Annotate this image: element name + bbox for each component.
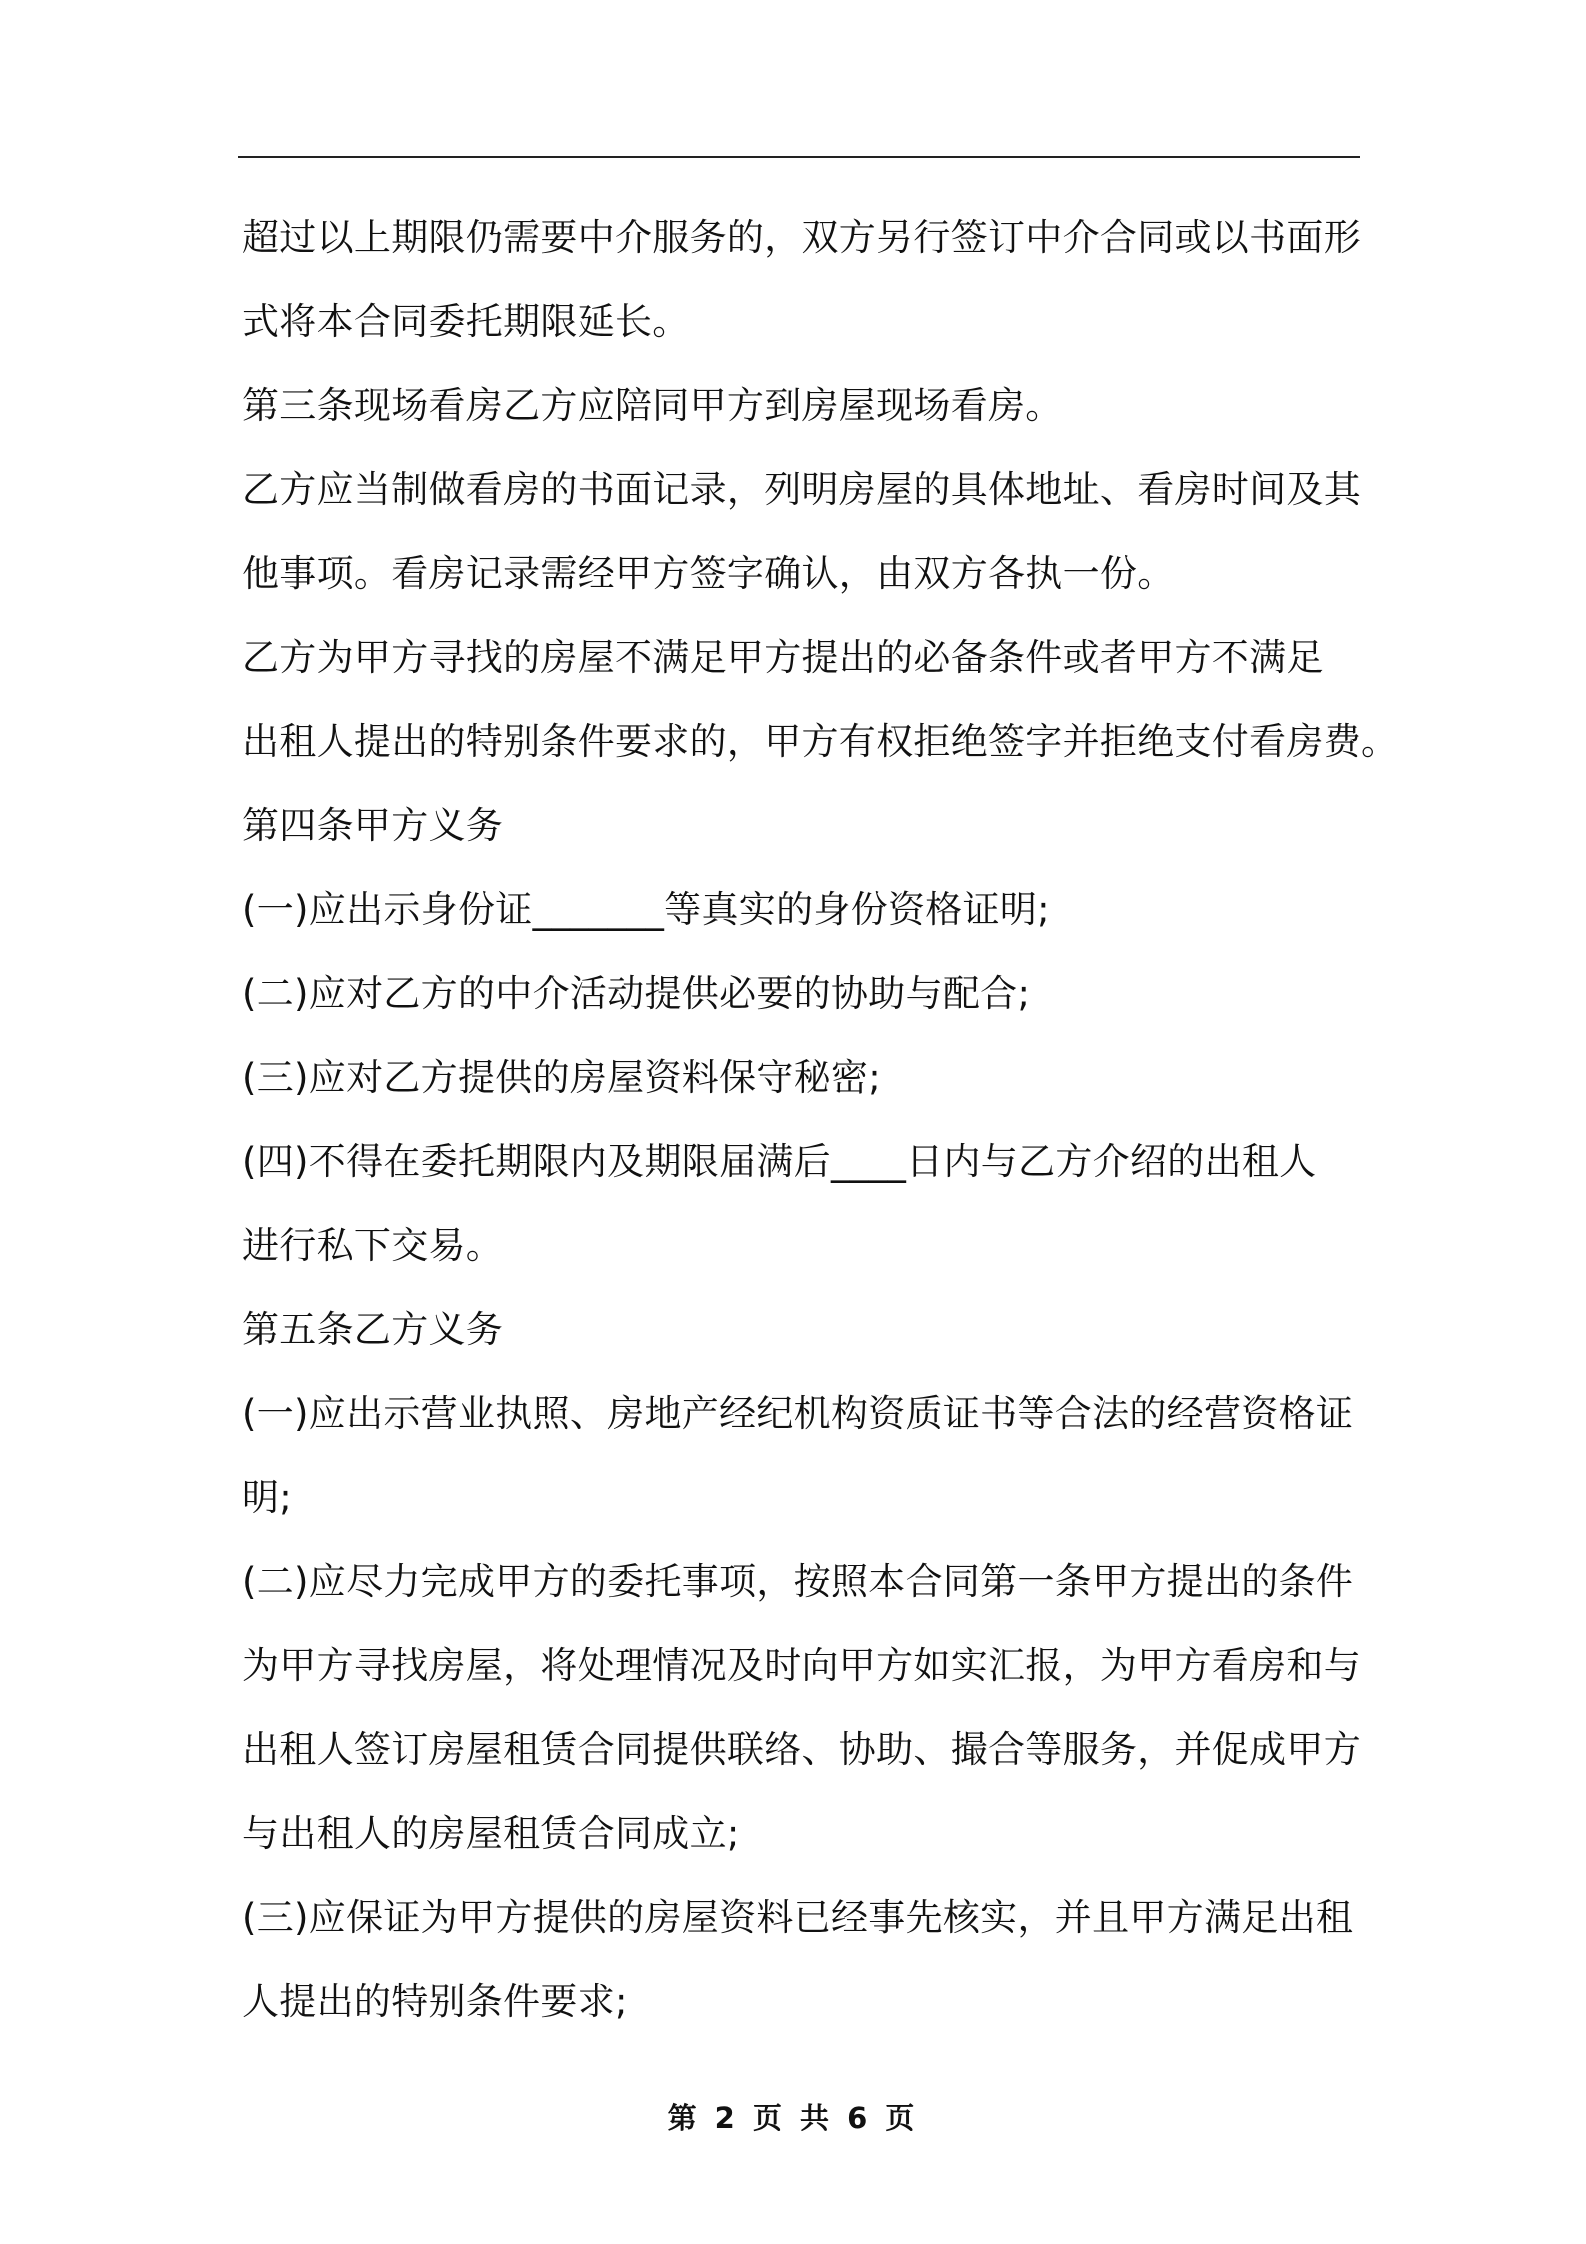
text-line: 乙方为甲方寻找的房屋不满足甲方提出的必备条件或者甲方不满足 [242, 636, 1324, 679]
text-line: (三)应保证为甲方提供的房屋资料已经事先核实，并且甲方满足出租 [242, 1896, 1354, 1939]
text-line: 式将本合同委托期限延长。 [242, 300, 690, 343]
text-line: 乙方应当制做看房的书面记录，列明房屋的具体地址、看房时间及其 [242, 468, 1361, 511]
text-line: (一)应出示营业执照、房地产经纪机构资质证书等合法的经营资格证 [242, 1392, 1354, 1435]
text-line: 出租人签订房屋租赁合同提供联络、协助、撮合等服务，并促成甲方 [242, 1728, 1361, 1771]
text-line: 超过以上期限仍需要中介服务的，双方另行签订中介合同或以书面形 [242, 216, 1361, 259]
text-line: 明; [242, 1476, 293, 1519]
text-line: 人提出的特别条件要求; [242, 1980, 628, 2023]
header-divider [238, 156, 1360, 158]
text-line: 出租人提出的特别条件要求的，甲方有权拒绝签字并拒绝支付看房费。 [242, 720, 1399, 763]
text-line: (二)应尽力完成甲方的委托事项，按照本合同第一条甲方提出的条件 [242, 1560, 1354, 1603]
text-line: 为甲方寻找房屋，将处理情况及时向甲方如实汇报，为甲方看房和与 [242, 1644, 1361, 1687]
document-body [242, 196, 1399, 2044]
text-line: (四)不得在委托期限内及期限届满后____日内与乙方介绍的出租人 [242, 1140, 1317, 1183]
text-line: (二)应对乙方的中介活动提供必要的协助与配合; [242, 972, 1031, 1015]
section-heading: 第四条甲方义务 [242, 804, 504, 847]
text-line: (三)应对乙方提供的房屋资料保守秘密; [242, 1056, 882, 1099]
section-heading: 第五条乙方义务 [242, 1308, 504, 1351]
text-line: 进行私下交易。 [242, 1224, 504, 1267]
text-line: 与出租人的房屋租赁合同成立; [242, 1812, 740, 1855]
text-line: 第三条现场看房乙方应陪同甲方到房屋现场看房。 [242, 384, 1063, 427]
text-line: (一)应出示身份证_______等真实的身份资格证明; [242, 888, 1050, 931]
page-number-footer: 第 2 页 共 6 页 [667, 2101, 919, 2135]
text-line: 他事项。看房记录需经甲方签字确认，由双方各执一份。 [242, 552, 1175, 595]
